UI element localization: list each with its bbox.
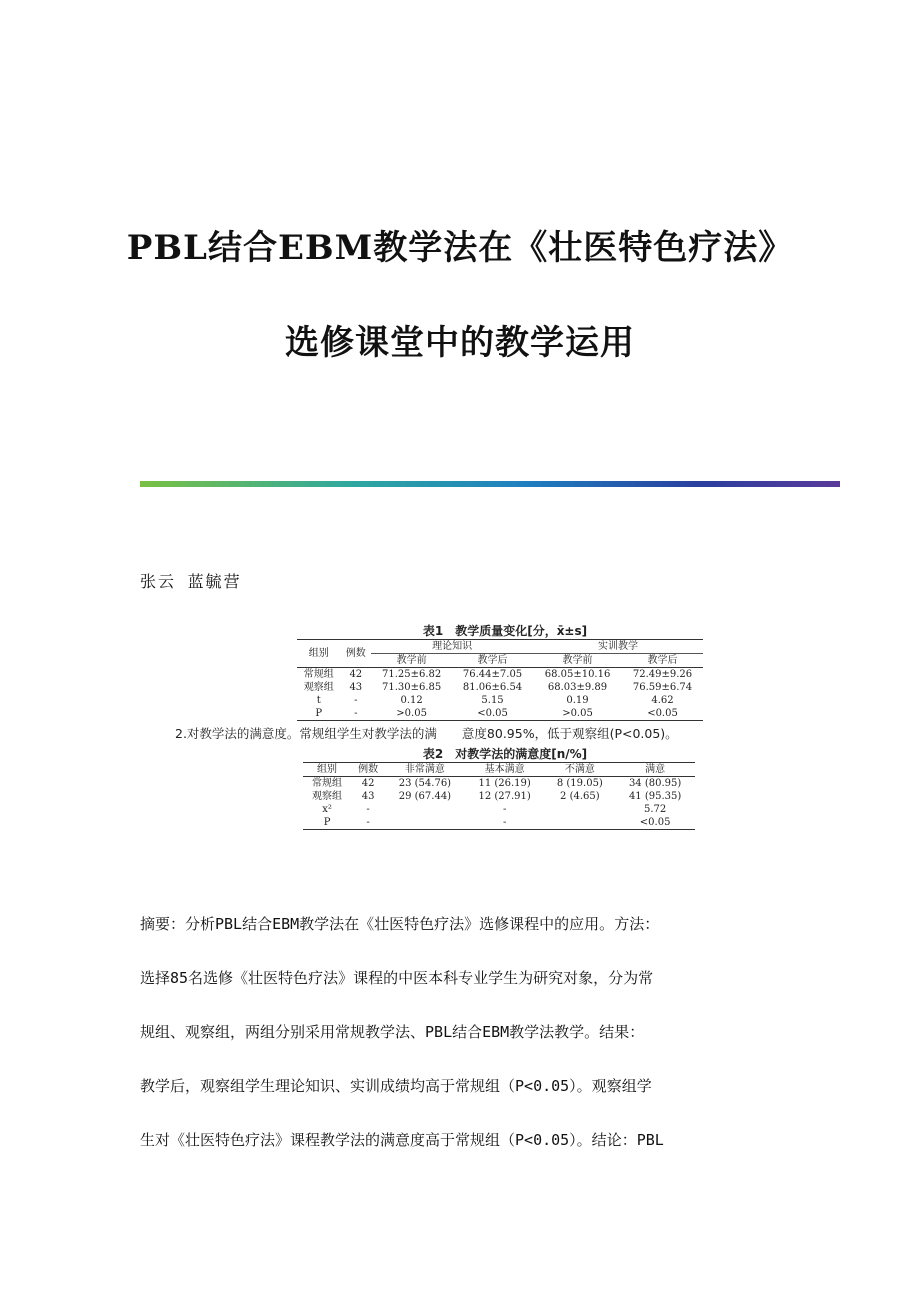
table2-header: 不满意 bbox=[564, 764, 595, 775]
table-row bbox=[297, 694, 703, 707]
table-cell: - bbox=[354, 695, 358, 706]
table1 bbox=[297, 639, 703, 721]
table2-header: 基本满意 bbox=[484, 764, 525, 775]
table-cell: 81.06±6.54 bbox=[462, 682, 523, 693]
table-cell: 76.44±7.05 bbox=[462, 669, 523, 680]
table-row bbox=[303, 777, 695, 791]
table2-caption: 表2 对教学法的满意度[n/%] bbox=[422, 747, 588, 761]
table-cell: - bbox=[502, 804, 507, 815]
table1-header-group: 组别 bbox=[297, 640, 340, 668]
table-cell: - bbox=[366, 817, 370, 828]
table-row bbox=[303, 816, 695, 830]
table-cell: 常规组 bbox=[312, 778, 343, 789]
table2-header: 例数 bbox=[358, 764, 379, 775]
table-cell: 43 bbox=[361, 791, 375, 802]
abstract-line: 选择85名选修《壮医特色疗法》课程的中医本科专业学生为研究对象，分为常 bbox=[140, 969, 654, 987]
table-cell: x² bbox=[322, 804, 332, 815]
table1-header-after: 教学后 bbox=[477, 655, 508, 666]
table-cell bbox=[545, 816, 616, 830]
abstract-line: 摘要：分析PBL结合EBM教学法在《壮医特色疗法》选修课程中的应用。方法： bbox=[140, 915, 660, 933]
gradient-divider bbox=[140, 481, 840, 487]
table-cell: <0.05 bbox=[477, 708, 508, 719]
table-cell: 76.59±6.74 bbox=[632, 682, 693, 693]
table-cell: 42 bbox=[361, 778, 375, 789]
table1-header-count: 例数 bbox=[340, 640, 371, 668]
table-cell: 观察组 bbox=[303, 682, 334, 693]
table-cell: 12 (27.91) bbox=[478, 791, 531, 802]
table-row bbox=[297, 681, 703, 694]
table-cell: 0.19 bbox=[566, 695, 589, 706]
table-cell: 8 (19.05) bbox=[556, 778, 603, 789]
table-cell: 72.49±9.26 bbox=[632, 669, 693, 680]
table1-caption: 表1 教学质量变化[分，x̄±s] bbox=[422, 624, 588, 638]
table1-header-practice: 实训教学 bbox=[533, 640, 703, 654]
table-row bbox=[297, 668, 703, 682]
abstract-line: 规组、观察组，两组分别采用常规教学法、PBL结合EBM教学法教学。结果： bbox=[140, 1023, 645, 1041]
table-cell: <0.05 bbox=[647, 708, 678, 719]
table-row bbox=[297, 707, 703, 721]
table-cell: 2 (4.65) bbox=[560, 791, 600, 802]
satisfaction-note: 2.对教学法的满意度。常规组学生对教学法的满 意度80.95%，低于观察组(P<0.05)。 bbox=[175, 726, 678, 741]
table1-header-before: 教学前 bbox=[396, 655, 427, 666]
table-cell bbox=[385, 816, 465, 830]
abstract-line: 生对《壮医特色疗法》课程教学法的满意度高于常规组（P<0.05）。结论：PBL bbox=[140, 1131, 664, 1149]
table-cell: 11 (26.19) bbox=[478, 778, 531, 789]
table-row bbox=[303, 790, 695, 803]
table-cell: P bbox=[323, 817, 331, 828]
table-cell: 43 bbox=[349, 682, 363, 693]
paper-title-line-2: 选修课堂中的教学运用 bbox=[285, 323, 635, 363]
table-cell: 常规组 bbox=[303, 669, 334, 680]
table-cell: 71.25±6.82 bbox=[381, 669, 442, 680]
table-cell: 71.30±6.85 bbox=[381, 682, 442, 693]
table-cell: <0.05 bbox=[639, 817, 671, 828]
table-cell: t bbox=[316, 695, 321, 706]
table-cell: 5.72 bbox=[643, 804, 667, 815]
table-cell: P bbox=[315, 708, 323, 719]
tables-figure bbox=[175, 622, 775, 830]
table-cell: 42 bbox=[349, 669, 363, 680]
table-cell: 41 (95.35) bbox=[628, 791, 682, 802]
table-cell: 4.62 bbox=[651, 695, 674, 706]
abstract bbox=[140, 906, 800, 1176]
table-row bbox=[303, 803, 695, 816]
table2-header: 满意 bbox=[645, 764, 666, 775]
table-cell: 5.15 bbox=[481, 695, 504, 706]
table2-header: 组别 bbox=[317, 764, 338, 775]
table1-header-after: 教学后 bbox=[647, 655, 678, 666]
table2-header: 非常满意 bbox=[404, 764, 445, 775]
table1-header-before: 教学前 bbox=[562, 655, 593, 666]
table-cell: 观察组 bbox=[312, 791, 343, 802]
table-cell: 29 (67.44) bbox=[398, 791, 452, 802]
authors: 张云 蓝毓营 bbox=[140, 572, 242, 591]
table-cell: 34 (80.95) bbox=[628, 778, 682, 789]
table-cell: 23 (54.76) bbox=[398, 778, 452, 789]
table1-header-theory: 理论知识 bbox=[371, 640, 533, 654]
table-cell: 68.03±9.89 bbox=[547, 682, 608, 693]
abstract-line: 教学后，观察组学生理论知识、实训成绩均高于常规组（P<0.05）。观察组学 bbox=[140, 1077, 652, 1095]
table-cell: 0.12 bbox=[400, 695, 423, 706]
table-cell: 68.05±10.16 bbox=[544, 669, 611, 680]
table-cell bbox=[545, 803, 616, 816]
table-cell: - bbox=[502, 817, 507, 828]
table-cell: - bbox=[354, 708, 358, 719]
table-cell: >0.05 bbox=[396, 708, 427, 719]
table-cell bbox=[385, 803, 465, 816]
paper-title-line-1: PBL结合EBM教学法在《壮医特色疗法》 bbox=[126, 228, 794, 268]
table-cell: >0.05 bbox=[562, 708, 593, 719]
table-cell: - bbox=[366, 804, 370, 815]
table2 bbox=[303, 762, 695, 830]
